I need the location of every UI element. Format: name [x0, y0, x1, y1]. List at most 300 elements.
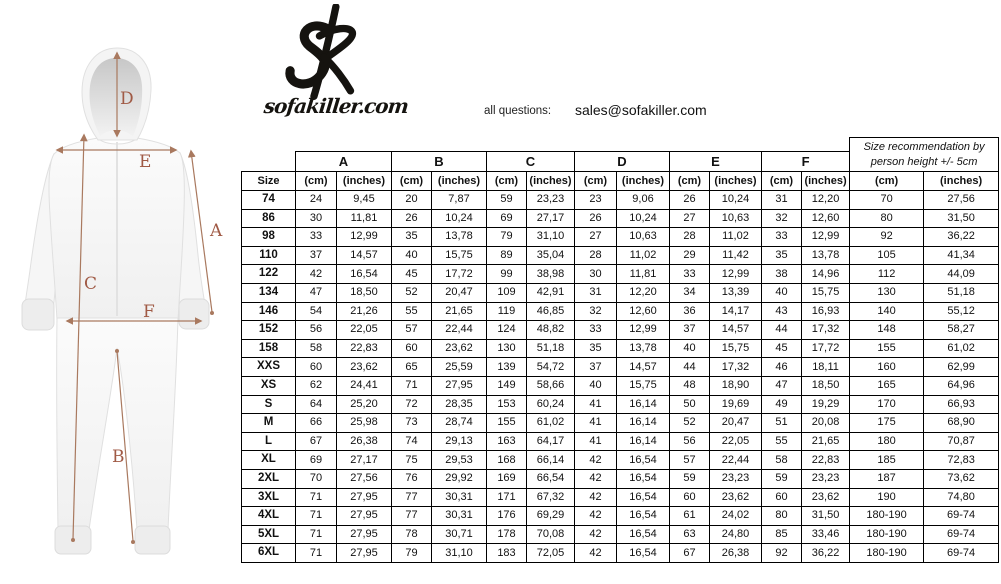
value-cell: 10,63 — [617, 228, 670, 247]
value-cell: 19,29 — [802, 395, 850, 414]
value-cell: 30,31 — [432, 507, 487, 526]
value-cell: 58,66 — [527, 376, 575, 395]
size-cell: S — [242, 395, 296, 414]
value-cell: 105 — [850, 246, 924, 265]
value-cell: 66,14 — [527, 451, 575, 470]
value-cell: 60,24 — [527, 395, 575, 414]
value-cell: 30 — [296, 209, 337, 228]
value-cell: 27,95 — [337, 507, 392, 526]
value-cell: 11,81 — [337, 209, 392, 228]
value-cell: 51,18 — [527, 339, 575, 358]
value-cell: 20,47 — [710, 414, 762, 433]
value-cell: 16,14 — [617, 395, 670, 414]
recommendation-header-row — [242, 138, 999, 152]
value-cell: 23,23 — [527, 191, 575, 210]
value-cell: 14,57 — [337, 246, 392, 265]
size-cell: 2XL — [242, 469, 296, 488]
value-cell: 31 — [575, 283, 617, 302]
value-cell: 12,20 — [617, 283, 670, 302]
value-cell: 45 — [392, 265, 432, 284]
size-cell: 86 — [242, 209, 296, 228]
value-cell: 35 — [762, 246, 802, 265]
unit-header-inches: (inches) — [924, 172, 999, 191]
jumpsuit-graphic — [22, 48, 209, 554]
value-cell: 69 — [487, 209, 527, 228]
value-cell: 67 — [670, 544, 710, 563]
value-cell: 70,08 — [527, 525, 575, 544]
jumpsuit-measurement-image — [0, 0, 260, 584]
table-row — [242, 469, 999, 488]
value-cell: 27 — [670, 209, 710, 228]
value-cell: 27,17 — [337, 451, 392, 470]
group-header-d: D — [575, 152, 670, 172]
value-cell: 43 — [762, 302, 802, 321]
value-cell: 18,50 — [802, 376, 850, 395]
value-cell: 130 — [850, 283, 924, 302]
value-cell: 41 — [575, 414, 617, 433]
value-cell: 16,54 — [617, 451, 670, 470]
unit-header-cm: (cm) — [392, 172, 432, 191]
value-cell: 29,53 — [432, 451, 487, 470]
value-cell: 66,54 — [527, 469, 575, 488]
value-cell: 176 — [487, 507, 527, 526]
value-cell: 22,83 — [802, 451, 850, 470]
value-cell: 44 — [762, 321, 802, 340]
value-cell: 69,29 — [527, 507, 575, 526]
value-cell: 79 — [392, 544, 432, 563]
value-cell: 61 — [670, 507, 710, 526]
value-cell: 16,14 — [617, 414, 670, 433]
value-cell: 60 — [392, 339, 432, 358]
unit-header-cm: (cm) — [575, 172, 617, 191]
value-cell: 44 — [670, 358, 710, 377]
value-cell: 16,54 — [617, 507, 670, 526]
recommendation-line2: person height +/- 5cm — [870, 155, 978, 168]
value-cell: 74,80 — [924, 488, 999, 507]
value-cell: 25,20 — [337, 395, 392, 414]
value-cell: 26,38 — [337, 432, 392, 451]
value-cell: 12,60 — [802, 209, 850, 228]
group-header-a: A — [296, 152, 392, 172]
value-cell: 180-190 — [850, 507, 924, 526]
value-cell: 67 — [296, 432, 337, 451]
value-cell: 35,04 — [527, 246, 575, 265]
table-row — [242, 544, 999, 563]
value-cell: 27,17 — [527, 209, 575, 228]
value-cell: 60 — [762, 488, 802, 507]
size-cell: XXS — [242, 358, 296, 377]
value-cell: 16,54 — [617, 525, 670, 544]
value-cell: 21,65 — [432, 302, 487, 321]
value-cell: 16,54 — [617, 488, 670, 507]
value-cell: 42 — [575, 469, 617, 488]
size-table — [241, 137, 999, 563]
value-cell: 42,91 — [527, 283, 575, 302]
value-cell: 58 — [762, 451, 802, 470]
value-cell: 61,02 — [527, 414, 575, 433]
value-cell: 30,31 — [432, 488, 487, 507]
value-cell: 12,20 — [802, 191, 850, 210]
value-cell: 62,99 — [924, 358, 999, 377]
table-row — [242, 339, 999, 358]
value-cell: 62 — [296, 376, 337, 395]
value-cell: 33 — [296, 228, 337, 247]
value-cell: 11,42 — [710, 246, 762, 265]
value-cell: 69-74 — [924, 507, 999, 526]
value-cell: 73 — [392, 414, 432, 433]
value-cell: 14,17 — [710, 302, 762, 321]
value-cell: 32 — [575, 302, 617, 321]
value-cell: 10,24 — [432, 209, 487, 228]
value-cell: 23,62 — [802, 488, 850, 507]
value-cell: 27,95 — [432, 376, 487, 395]
value-cell: 10,24 — [617, 209, 670, 228]
value-cell: 160 — [850, 358, 924, 377]
value-cell: 20,08 — [802, 414, 850, 433]
unit-header-inches: (inches) — [527, 172, 575, 191]
value-cell: 36,22 — [802, 544, 850, 563]
value-cell: 16,93 — [802, 302, 850, 321]
value-cell: 29,92 — [432, 469, 487, 488]
value-cell: 76 — [392, 469, 432, 488]
value-cell: 30 — [575, 265, 617, 284]
value-cell: 22,44 — [710, 451, 762, 470]
value-cell: 37 — [296, 246, 337, 265]
value-cell: 20 — [392, 191, 432, 210]
value-cell: 65 — [392, 358, 432, 377]
value-cell: 47 — [762, 376, 802, 395]
size-cell: M — [242, 414, 296, 433]
value-cell: 15,75 — [802, 283, 850, 302]
value-cell: 169 — [487, 469, 527, 488]
value-cell: 124 — [487, 321, 527, 340]
value-cell: 180-190 — [850, 525, 924, 544]
value-cell: 63 — [670, 525, 710, 544]
table-row — [242, 395, 999, 414]
value-cell: 66,93 — [924, 395, 999, 414]
size-cell: 74 — [242, 191, 296, 210]
value-cell: 183 — [487, 544, 527, 563]
value-cell: 9,06 — [617, 191, 670, 210]
size-cell: 146 — [242, 302, 296, 321]
table-row — [242, 265, 999, 284]
value-cell: 37 — [575, 358, 617, 377]
header-spacer — [242, 152, 296, 172]
value-cell: 55 — [762, 432, 802, 451]
measure-label-a: A — [210, 221, 223, 241]
unit-header-inches: (inches) — [432, 172, 487, 191]
value-cell: 155 — [850, 339, 924, 358]
value-cell: 27,56 — [924, 191, 999, 210]
value-cell: 9,45 — [337, 191, 392, 210]
value-cell: 92 — [762, 544, 802, 563]
value-cell: 35 — [392, 228, 432, 247]
size-cell: XS — [242, 376, 296, 395]
value-cell: 48 — [670, 376, 710, 395]
value-cell: 71 — [296, 488, 337, 507]
value-cell: 28,74 — [432, 414, 487, 433]
value-cell: 46 — [762, 358, 802, 377]
value-cell: 12,60 — [617, 302, 670, 321]
unit-header-inches: (inches) — [617, 172, 670, 191]
value-cell: 18,11 — [802, 358, 850, 377]
value-cell: 26 — [392, 209, 432, 228]
value-cell: 130 — [487, 339, 527, 358]
value-cell: 12,99 — [337, 228, 392, 247]
value-cell: 24,80 — [710, 525, 762, 544]
value-cell: 10,24 — [710, 191, 762, 210]
value-cell: 170 — [850, 395, 924, 414]
measure-label-d: D — [120, 89, 134, 109]
value-cell: 11,81 — [617, 265, 670, 284]
value-cell: 26 — [670, 191, 710, 210]
value-cell: 40 — [762, 283, 802, 302]
value-cell: 78 — [392, 525, 432, 544]
header-spacer — [242, 138, 850, 152]
value-cell: 165 — [850, 376, 924, 395]
value-cell: 13,78 — [802, 246, 850, 265]
value-cell: 155 — [487, 414, 527, 433]
value-cell: 14,57 — [710, 321, 762, 340]
value-cell: 57 — [392, 321, 432, 340]
value-cell: 55 — [392, 302, 432, 321]
value-cell: 47 — [296, 283, 337, 302]
table-row — [242, 321, 999, 340]
value-cell: 16,54 — [617, 469, 670, 488]
value-cell: 30,71 — [432, 525, 487, 544]
value-cell: 16,54 — [337, 265, 392, 284]
value-cell: 59 — [670, 469, 710, 488]
value-cell: 29 — [670, 246, 710, 265]
value-cell: 92 — [850, 228, 924, 247]
value-cell: 41,34 — [924, 246, 999, 265]
value-cell: 24,41 — [337, 376, 392, 395]
value-cell: 54,72 — [527, 358, 575, 377]
value-cell: 41 — [575, 432, 617, 451]
logo-site-text: sofakiller.com — [262, 94, 410, 118]
size-table-container — [241, 137, 999, 563]
value-cell: 64,17 — [527, 432, 575, 451]
table-row — [242, 376, 999, 395]
value-cell: 56 — [296, 321, 337, 340]
value-cell: 46,85 — [527, 302, 575, 321]
value-cell: 42 — [575, 507, 617, 526]
value-cell: 40 — [575, 376, 617, 395]
value-cell: 149 — [487, 376, 527, 395]
value-cell: 33 — [575, 321, 617, 340]
value-cell: 23,62 — [337, 358, 392, 377]
value-cell: 15,75 — [432, 246, 487, 265]
value-cell: 14,96 — [802, 265, 850, 284]
value-cell: 51 — [762, 414, 802, 433]
value-cell: 69 — [296, 451, 337, 470]
value-cell: 33 — [762, 228, 802, 247]
value-cell: 57 — [670, 451, 710, 470]
measure-label-e: E — [139, 152, 152, 172]
size-cell: 134 — [242, 283, 296, 302]
value-cell: 23,62 — [432, 339, 487, 358]
value-cell: 22,05 — [710, 432, 762, 451]
value-cell: 16,54 — [617, 544, 670, 563]
value-cell: 34 — [670, 283, 710, 302]
value-cell: 59 — [762, 469, 802, 488]
size-cell: XL — [242, 451, 296, 470]
size-cell: 3XL — [242, 488, 296, 507]
value-cell: 66 — [296, 414, 337, 433]
value-cell: 35 — [575, 339, 617, 358]
value-cell: 79 — [487, 228, 527, 247]
value-cell: 67,32 — [527, 488, 575, 507]
value-cell: 31,10 — [432, 544, 487, 563]
table-row — [242, 488, 999, 507]
value-cell: 163 — [487, 432, 527, 451]
value-cell: 55,12 — [924, 302, 999, 321]
size-table-body — [242, 191, 999, 563]
value-cell: 27 — [575, 228, 617, 247]
value-cell: 69-74 — [924, 525, 999, 544]
value-cell: 60 — [296, 358, 337, 377]
value-cell: 171 — [487, 488, 527, 507]
value-cell: 28 — [575, 246, 617, 265]
value-cell: 17,32 — [710, 358, 762, 377]
value-cell: 68,90 — [924, 414, 999, 433]
value-cell: 16,14 — [617, 432, 670, 451]
value-cell: 112 — [850, 265, 924, 284]
value-cell: 60 — [670, 488, 710, 507]
value-cell: 70,87 — [924, 432, 999, 451]
value-cell: 168 — [487, 451, 527, 470]
value-cell: 72,83 — [924, 451, 999, 470]
measure-label-c: C — [84, 274, 98, 294]
value-cell: 25,98 — [337, 414, 392, 433]
table-row — [242, 246, 999, 265]
value-cell: 42 — [575, 451, 617, 470]
table-row — [242, 525, 999, 544]
group-header-e: E — [670, 152, 762, 172]
value-cell: 42 — [296, 265, 337, 284]
value-cell: 52 — [392, 283, 432, 302]
value-cell: 178 — [487, 525, 527, 544]
size-cell: 5XL — [242, 525, 296, 544]
group-header-f: F — [762, 152, 850, 172]
value-cell: 10,63 — [710, 209, 762, 228]
unit-header-inches: (inches) — [802, 172, 850, 191]
value-cell: 42 — [575, 544, 617, 563]
value-cell: 15,75 — [617, 376, 670, 395]
value-cell: 33,46 — [802, 525, 850, 544]
value-cell: 77 — [392, 488, 432, 507]
value-cell: 190 — [850, 488, 924, 507]
contact-email[interactable]: sales@sofakiller.com — [575, 102, 707, 118]
table-row — [242, 191, 999, 210]
value-cell: 29,13 — [432, 432, 487, 451]
value-cell: 24 — [296, 191, 337, 210]
unit-header-cm: (cm) — [850, 172, 924, 191]
value-cell: 17,72 — [432, 265, 487, 284]
value-cell: 26 — [575, 209, 617, 228]
value-cell: 18,50 — [337, 283, 392, 302]
value-cell: 33 — [670, 265, 710, 284]
value-cell: 58 — [296, 339, 337, 358]
value-cell: 13,78 — [617, 339, 670, 358]
value-cell: 52 — [670, 414, 710, 433]
table-row — [242, 507, 999, 526]
value-cell: 40 — [670, 339, 710, 358]
value-cell: 180 — [850, 432, 924, 451]
value-cell: 37 — [670, 321, 710, 340]
value-cell: 185 — [850, 451, 924, 470]
value-cell: 56 — [670, 432, 710, 451]
value-cell: 23,23 — [802, 469, 850, 488]
value-cell: 22,83 — [337, 339, 392, 358]
value-cell: 22,05 — [337, 321, 392, 340]
value-cell: 77 — [392, 507, 432, 526]
value-cell: 23,23 — [710, 469, 762, 488]
measure-label-b: B — [112, 447, 125, 467]
value-cell: 71 — [296, 544, 337, 563]
value-cell: 75 — [392, 451, 432, 470]
size-cell: 6XL — [242, 544, 296, 563]
sofakiller-logo-icon — [278, 4, 370, 100]
value-cell: 7,87 — [432, 191, 487, 210]
value-cell: 148 — [850, 321, 924, 340]
size-cell: 110 — [242, 246, 296, 265]
table-row — [242, 283, 999, 302]
value-cell: 153 — [487, 395, 527, 414]
value-cell: 15,75 — [710, 339, 762, 358]
value-cell: 70 — [850, 191, 924, 210]
value-cell: 22,44 — [432, 321, 487, 340]
value-cell: 140 — [850, 302, 924, 321]
value-cell: 109 — [487, 283, 527, 302]
value-cell: 11,02 — [710, 228, 762, 247]
value-cell: 41 — [575, 395, 617, 414]
value-cell: 42 — [575, 488, 617, 507]
value-cell: 27,95 — [337, 544, 392, 563]
value-cell: 18,90 — [710, 376, 762, 395]
value-cell: 17,72 — [802, 339, 850, 358]
value-cell: 21,26 — [337, 302, 392, 321]
value-cell: 40 — [392, 246, 432, 265]
value-cell: 175 — [850, 414, 924, 433]
value-cell: 58,27 — [924, 321, 999, 340]
value-cell: 99 — [487, 265, 527, 284]
value-cell: 28,35 — [432, 395, 487, 414]
size-cell: L — [242, 432, 296, 451]
size-cell: 152 — [242, 321, 296, 340]
value-cell: 31,50 — [802, 507, 850, 526]
size-recommendation-header — [850, 138, 999, 172]
unit-header-inches: (inches) — [337, 172, 392, 191]
value-cell: 38 — [762, 265, 802, 284]
value-cell: 26,38 — [710, 544, 762, 563]
value-cell: 74 — [392, 432, 432, 451]
value-cell: 71 — [296, 507, 337, 526]
value-cell: 24,02 — [710, 507, 762, 526]
unit-header-inches: (inches) — [710, 172, 762, 191]
value-cell: 54 — [296, 302, 337, 321]
value-cell: 20,47 — [432, 283, 487, 302]
table-row — [242, 358, 999, 377]
value-cell: 27,56 — [337, 469, 392, 488]
value-cell: 48,82 — [527, 321, 575, 340]
value-cell: 45 — [762, 339, 802, 358]
value-cell: 71 — [392, 376, 432, 395]
value-cell: 31,50 — [924, 209, 999, 228]
value-cell: 14,57 — [617, 358, 670, 377]
value-cell: 49 — [762, 395, 802, 414]
recommendation-line1: Size recommendation by — [863, 141, 985, 154]
